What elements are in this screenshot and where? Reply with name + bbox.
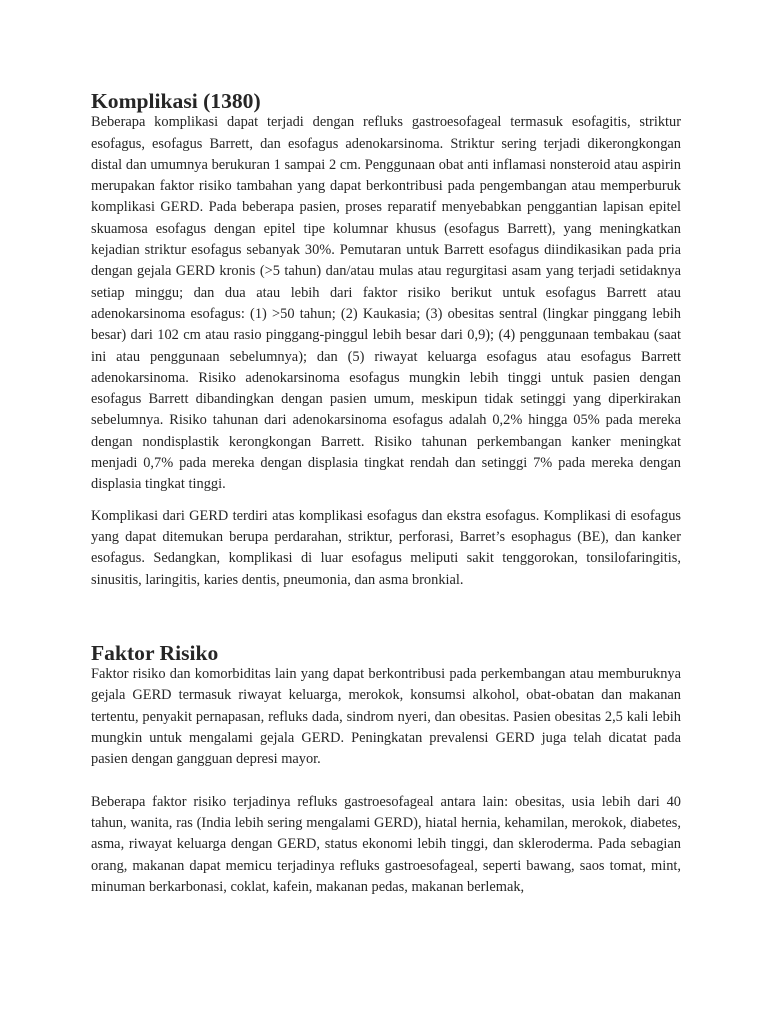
paragraph-komplikasi-1: Beberapa komplikasi dapat terjadi dengan refluks gastroesofageal termasuk esofagitis, striktur esofagus, esofagus Barrett, dan esofagus adenokarsinoma. Striktur sering terjadi dikerongkongan distal dan umumnya berukuran 1 sampai 2 cm. Penggunaan obat anti inflamasi nonsteroid atau aspirin merupakan faktor risiko tambahan yang dapat berkontribusi pada pengembangan atau memperburuk komplikasi GERD. Pada beberapa pasien, proses reparatif menyebabkan penggantian lapisan epitel skuamosa esofagus dengan epitel tipe kolumnar khusus (esofagus Barrett), yang meningkatkan kejadian striktur esofagus sebanyak 30%. Pemutaran untuk Barrett esofagus diindikasikan pada pria dengan gejala GERD kronis (>5 tahun) dan/atau mulas atau regurgitasi asam yang terjadi setidaknya setiap minggu; dan dua atau lebih dari faktor risiko berikut untuk esofagus Barrett atau adenokarsinoma esofagus: (1) >50 tahun; (2) Kaukasia; (3) obesitas sentral (lingkar pinggang lebih besar) dari 102 cm atau rasio pinggang-pinggul lebih besar dari 0,9); (4) penggunaan tembakau (saat ini atau penggunaan sebelumnya); dan (5) riwayat keluarga esofagus atau esofagus Barrett adenokarsinoma. Risiko adenokarsinoma esofagus mungkin lebih tinggi untuk pasien dengan esofagus Barrett dibandingkan dengan pasien umum, meskipun tidak setinggi yang diperkirakan sebelumnya. Risiko tahunan dari adenokarsinoma esofagus adalah 0,2% hingga 05% pada mereka dengan nondisplastik kerongkongan Barrett. Risiko tahunan perkembangan kanker meningkat menjadi 0,7% pada mereka dengan displasia tingkat rendah dan setinggi 7% pada mereka dengan displasia tingkat tinggi. [91,114,681,493]
section-heading-faktor-risiko: Faktor Risiko [91,640,219,665]
paragraph-faktor-risiko-2: Beberapa faktor risiko terjadinya refluks gastroesofageal antara lain: obesitas, usia lebih dari 40 tahun, wanita, ras (India lebih sering mengalami GERD), hiatal hernia, kehamilan, merokok, diabetes, asma, riwayat keluarga dengan GERD, status ekonomi lebih tinggi, dan skleroderma. Pada sebagian orang, makanan dapat memicu terjadinya refluks gastroesofageal, seperti bawang, saos tomat, mint, minuman berkarbonasi, coklat, kafein, makanan pedas, makanan berlemak, [91,793,681,895]
paragraph-spacer [91,496,681,506]
paragraph-spacer [91,771,681,792]
section-spacer [91,591,681,643]
section-heading-komplikasi: Komplikasi (1380) [91,89,261,113]
section-faktor-risiko [91,640,681,898]
paragraph-faktor-risiko-1: Faktor risiko dan komorbiditas lain yang dapat berkontribusi pada perkembangan atau memburuknya gejala GERD termasuk riwayat keluarga, merokok, konsumsi alkohol, obat-obatan dan makanan tertentu, penyakit pernapasan, refluks dada, sindrom nyeri, dan obesitas. Pasien obesitas 2,5 kali lebih mungkin untuk mengalami gejala GERD. Peningkatan prevalensi GERD juga telah dicatat pada pasien dengan gangguan depresi mayor. [91,666,681,768]
section-komplikasi [91,91,681,591]
document-page [91,91,681,898]
paragraph-komplikasi-2: Komplikasi dari GERD terdiri atas komplikasi esofagus dan ekstra esofagus. Komplikasi di esofagus yang dapat ditemukan berupa perdarahan, striktur, perforasi, Barret’s esophagus (BE), dan kanker esofagus. Sedangkan, komplikasi di luar esofagus meliputi sakit tenggorokan, tonsilofaringitis, sinusitis, laringitis, karies dentis, pneumonia, dan asma bronkial. [91,507,681,588]
